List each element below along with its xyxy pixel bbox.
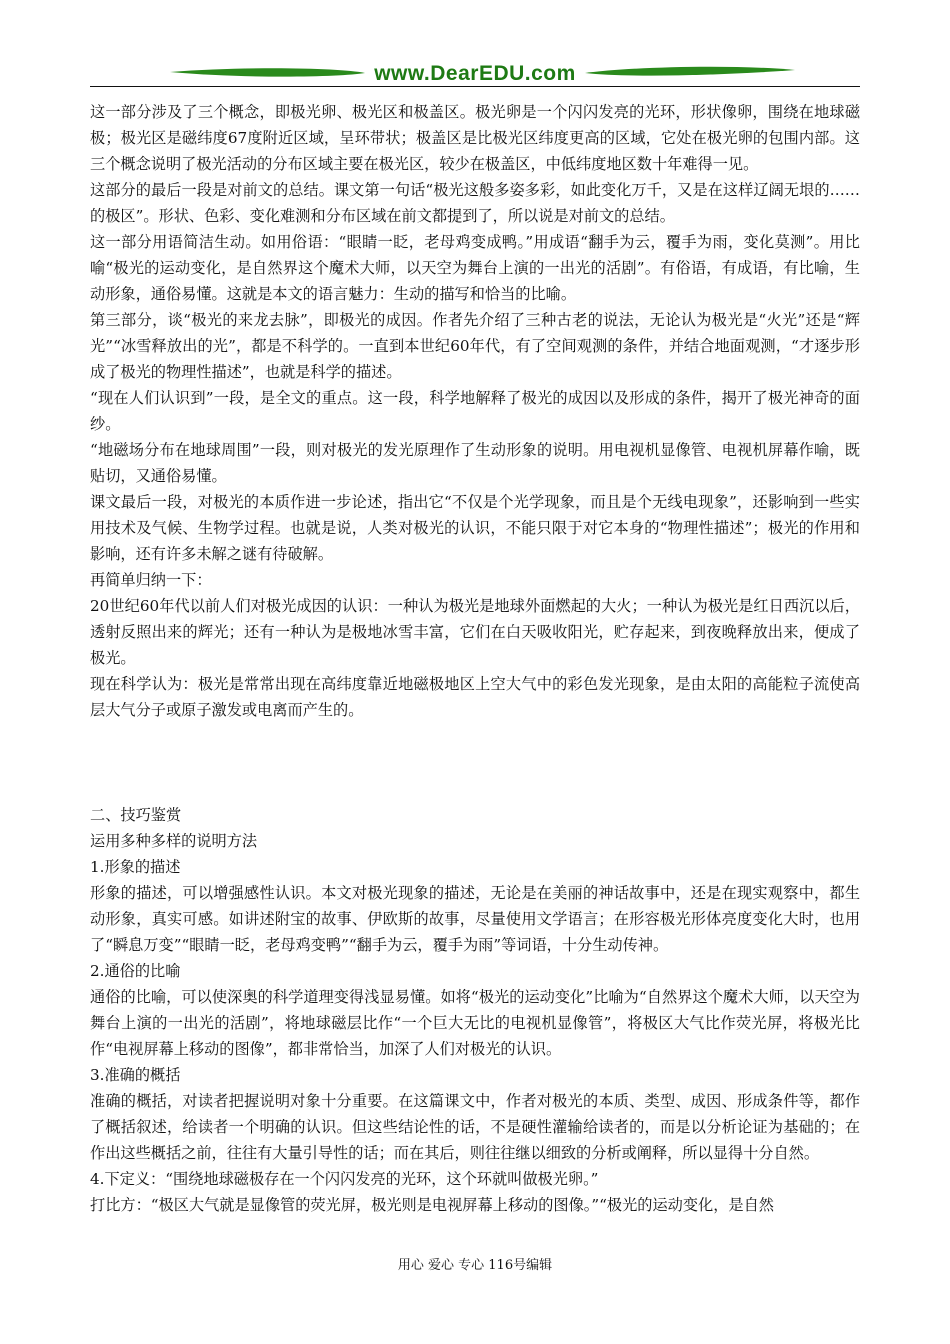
- section-gap: [90, 723, 860, 802]
- paragraph: 这一部分用语简洁生动。如用俗语：“眼睛一眨，老母鸡变成鸭。”用成语“翻手为云，覆手为雨，变化莫测”。用比喻“极光的运动变化，是自然界这个魔术大师，以天空为舞台上演的一出光的活剧”。有俗语，有成语，有比喻，生动形象，通俗易懂。这就是本文的语言魅力：生动的描写和恰当的比喻。: [90, 233, 860, 303]
- paragraph: 打比方：“极区大气就是显像管的荧光屏，极光则是电视屏幕上移动的图像。”“极光的运动变化，是自然: [90, 1196, 774, 1214]
- paragraph: 准确的概括，对读者把握说明对象十分重要。在这篇课文中，作者对极光的本质、类型、成因、形成条件等，都作了概括叙述，给读者一个明确的认识。但这些结论性的话，不是硬性灌输给读者的，而是以分析论证为基础的；在作出这些概括之前，往往有大量引导性的话；而在其后，则往往继以细致的分析或阐释，所以显得十分自然。: [90, 1092, 860, 1162]
- list-heading: 1.形象的描述: [90, 858, 181, 876]
- paragraph: 20世纪60年代以前人们对极光成因的认识：一种认为极光是地球外面燃起的大火；一种认为极光是红日西沉以后，透射反照出来的辉光；还有一种认为是极地冰雪丰富，它们在白天吸收阳光，贮存起来，到夜晚释放出来，便成了极光。: [90, 597, 860, 667]
- subheading: 运用多种多样的说明方法: [90, 832, 258, 850]
- list-heading: 2.通俗的比喻: [90, 962, 181, 980]
- paragraph: 再简单归纳一下：: [90, 571, 212, 589]
- paragraph: 现在科学认为：极光是常常出现在高纬度靠近地磁极地区上空大气中的彩色发光现象，是由太阳的高能粒子流使高层大气分子或原子激发或电离而产生的。: [90, 675, 860, 719]
- article-body: [90, 99, 860, 1218]
- paragraph: 4.下定义：“围绕地球磁极存在一个闪闪发亮的光环，这个环就叫做极光卵。”: [90, 1170, 599, 1188]
- page-footer: 用心 爱心 专心 116号编辑: [397, 1258, 553, 1273]
- header-rule: [90, 86, 860, 87]
- paragraph: 这部分的最后一段是对前文的总结。课文第一句话“极光这般多姿多彩，如此变化万千，又是在这样辽阔无垠的……的极区”。形状、色彩、变化难测和分布区域在前文都提到了，所以说是对前文的总结。: [90, 181, 860, 225]
- list-heading: 3.准确的概括: [90, 1066, 181, 1084]
- site-logo-text: www.DearEDU.com: [374, 62, 576, 85]
- paragraph: “地磁场分布在地球周围”一段，则对极光的发光原理作了生动形象的说明。用电视机显像管、电视机屏幕作喻，既贴切，又通俗易懂。: [90, 441, 860, 485]
- paragraph: “现在人们认识到”一段，是全文的重点。这一段，科学地解释了极光的成因以及形成的条件，揭开了极光神奇的面纱。: [90, 389, 860, 433]
- paragraph: 通俗的比喻，可以使深奥的科学道理变得浅显易懂。如将“极光的运动变化”比喻为“自然界这个魔术大师，以天空为舞台上演的一出光的活剧”，将地球磁层比作“一个巨大无比的电视机显像管”，将极区大气比作荧光屏，将极光比作“电视屏幕上移动的图像”，都非常恰当，加深了人们对极光的认识。: [90, 988, 860, 1058]
- paragraph: 形象的描述，可以增强感性认识。本文对极光现象的描述，无论是在美丽的神话故事中，还是在现实观察中，都生动形象，真实可感。如讲述附宝的故事、伊欧斯的故事，尽量使用文学语言；在形容极光形体亮度变化大时，也用了“瞬息万变”“眼睛一眨，老母鸡变鸭”“翻手为云，覆手为雨”等词语，十分生动传神。: [90, 884, 860, 954]
- paragraph: 课文最后一段，对极光的本质作进一步论述，指出它“不仅是个光学现象，而且是个无线电现象”，还影响到一些实用技术及气候、生物学过程。也就是说，人类对极光的认识，不能只限于对它本身的“物理性描述”；极光的作用和影响，还有许多未解之谜有待破解。: [90, 493, 860, 563]
- section-heading: 二、技巧鉴赏: [90, 806, 182, 824]
- paragraph: 第三部分，谈“极光的来龙去脉”，即极光的成因。作者先介绍了三种古老的说法，无论认为极光是“火光”还是“辉光”“冰雪释放出的光”，都是不科学的。一直到本世纪60年代，有了空间观测的条件，并结合地面观测，“才逐步形成了极光的物理性描述”，也就是科学的描述。: [90, 311, 860, 381]
- paragraph: 这一部分涉及了三个概念，即极光卵、极光区和极盖区。极光卵是一个闪闪发亮的光环，形状像卵，围绕在地球磁极；极光区是磁纬度67度附近区域，呈环带状；极盖区是比极光区纬度更高的区域，它处在极光卵的包围内部。这三个概念说明了极光活动的分布区域主要在极光区，较少在极盖区，中低纬度地区数十年难得一见。: [90, 103, 860, 173]
